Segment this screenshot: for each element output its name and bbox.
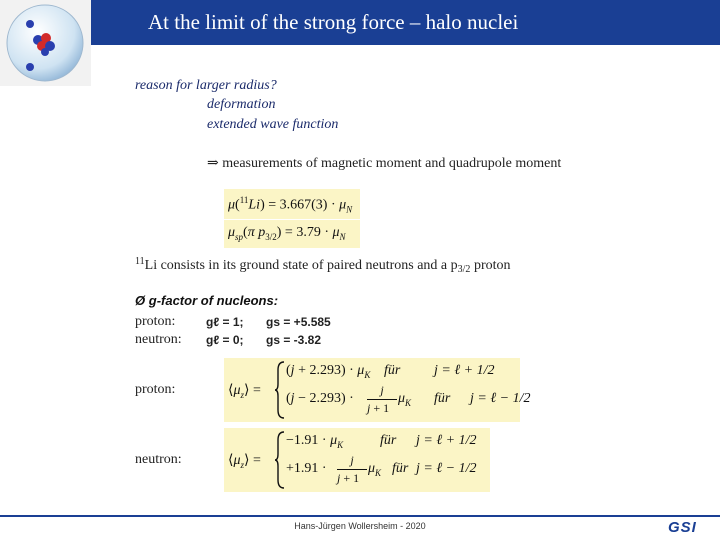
neutron-condition-1: j = ℓ + 1/2 — [416, 433, 477, 448]
mu-sp-value: 3.79 — [296, 225, 321, 240]
reason-wave-function: extended wave function — [207, 117, 339, 132]
gfactor-neutron-gs: gs = -3.82 — [266, 333, 322, 347]
slide-title: At the limit of the strong force – halo nuclei — [148, 10, 519, 34]
proton-condition-1: j = ℓ + 1/2 — [434, 363, 495, 378]
equation-mu-sp: $\mu_{sp}(\pi$ $p_{3/2}) = 3.79 \cdot \mu_N$ — [224, 220, 360, 248]
gfactor-proton-gl: gℓ = 1; — [206, 315, 244, 329]
equation-proton-sz: $⟨\mu_z⟩$ = $(j + 2.293) \cdot \mu_K$ für j = ℓ + 1/2 (j − 2.293) · j j + 1 $\mu_K$ für j = ℓ − 1/2 — [224, 358, 520, 422]
neutron-fur-1: für — [380, 433, 397, 448]
proton-fur-1: für — [384, 363, 401, 378]
gfactor-heading-text: g-factor of nucleons: — [148, 293, 279, 308]
mu-li-value: 3.667(3) — [279, 197, 328, 213]
neutron-condition-2: j = ℓ − 1/2 — [416, 461, 477, 476]
gfactor-proton-label: proton: — [135, 314, 176, 329]
fraction-line — [337, 469, 367, 470]
gfactor-proton-gs: gs = +5.585 — [266, 315, 331, 329]
neutron-fur-2: für — [392, 461, 409, 476]
equation-mu-li: $\mu(^{11}Li) = 3.667(3) \cdot \mu_N$ — [224, 189, 360, 219]
implies-arrow: ⇒ — [207, 156, 219, 171]
arrow-bullet-icon: Ø — [135, 293, 146, 308]
ground-state-line — [135, 258, 511, 274]
proton-condition-2: j = ℓ − 1/2 — [470, 391, 531, 406]
measurement-text: measurements of magnetic moment and quadrupole moment — [222, 156, 562, 171]
ground-state-tail: proton — [473, 258, 511, 273]
proton-eq-label: proton: — [135, 382, 176, 397]
reason-question: reason for larger radius? — [135, 78, 277, 93]
proton-term2: 2.293 — [309, 391, 341, 406]
ground-state-text: consists in its ground state of paired neutrons and a p — [160, 258, 458, 273]
footer-author: Hans-Jürgen Wollersheim - 2020 — [294, 521, 426, 531]
element-symbol: Li — [144, 258, 158, 273]
orbital-subscript: 3/2 — [457, 264, 471, 275]
gfactor-heading — [135, 293, 278, 308]
gfactor-neutron-gl: gℓ = 0; — [206, 333, 244, 347]
nucleus-icon — [0, 0, 91, 86]
gsi-logo: GSI — [668, 519, 697, 536]
left-brace-icon — [274, 430, 286, 490]
left-brace-icon — [274, 360, 286, 420]
gfactor-neutron-label: neutron: — [135, 332, 182, 347]
measurement-line — [207, 155, 561, 172]
mass-number: 11 — [135, 256, 145, 267]
reason-deformation: deformation — [207, 97, 276, 112]
neutron-term2: +1.91 — [286, 461, 319, 476]
proton-term1: 2.293 — [309, 363, 341, 378]
neutron-term1: −1.91 — [286, 433, 319, 448]
footer-divider — [0, 515, 720, 517]
proton-fur-2: für — [434, 391, 451, 406]
nucleus-logo — [0, 0, 91, 86]
equation-neutron-sz: $⟨\mu_z⟩$ = $-1.91 \cdot \mu_K$ für j = ℓ + 1/2 +1.91 · j j + 1 $\mu_K$ für j = ℓ − 1/2 — [224, 428, 490, 492]
fraction-line — [367, 399, 397, 400]
neutron-eq-label: neutron: — [135, 452, 182, 467]
